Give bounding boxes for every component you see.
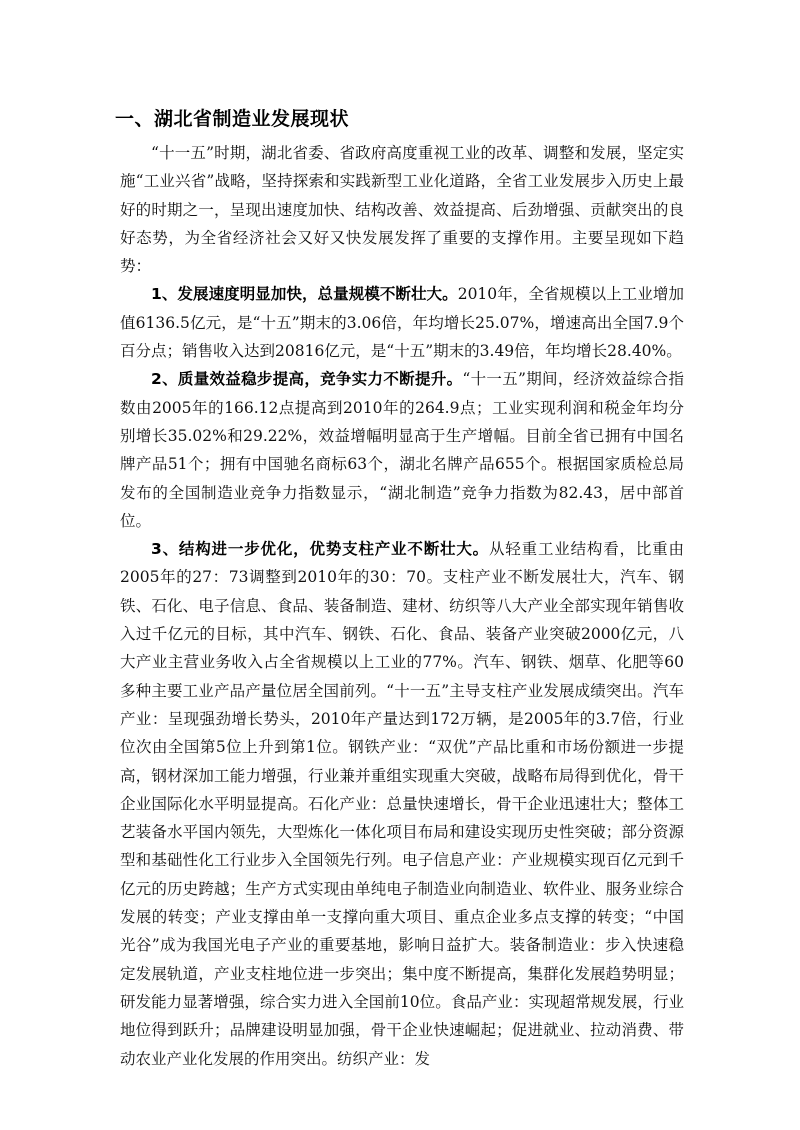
- paragraph-lead: 2、质量效益稳步提高，竞争实力不断提升。: [151, 370, 463, 389]
- paragraph-lead: 3、结构进一步优化，优势支柱产业不断壮大。: [151, 540, 489, 559]
- paragraph-lead: 1、发展速度明显加快，总量规模不断壮大。: [151, 285, 458, 304]
- document-body: [120, 139, 684, 1073]
- paragraph-intro: [120, 139, 684, 280]
- paragraph-text: “十一五”时期，湖北省委、省政府高度重视工业的改革、调整和发展，坚定实施“工业兴省”战略，坚持探索和实践新型工业化道路，全省工业发展步入历史上最好的时期之一，呈现出速度加快、结构改善、效益提高、后劲增强、贡献突出的良好态势，为全省经济社会又好又快发展发挥了重要的支撑作用。主要呈现如下趋势：: [120, 144, 684, 276]
- paragraph-text: 2010年，全省规模以上工业增加值6136.5亿元，是“十五”期末的3.06倍，年均增长25.07%，增速高出全国7.9个百分点；销售收入达到20816亿元，是“十五”期末的3.49倍，年均增长28.40%。: [120, 285, 684, 361]
- paragraph-text: 从轻重工业结构看，比重由2005年的27：73调整到2010年的30：70。支柱产业不断发展壮大，汽车、钢铁、石化、电子信息、食品、装备制造、建材、纺织等八大产业全部实现年销售收入过千亿元的目标，其中汽车、钢铁、石化、食品、装备产业突破2000亿元，八大产业主营业务收入占全省规模以上工业的77%。汽车、钢铁、烟草、化肥等60多种主要工业产品产量位居全国前列。“十一五”主导支柱产业发展成绩突出。汽车产业：呈现强劲增长势头，2010年产量达到172万辆，是2005年的3.7倍，行业位次由全国第5位上升到第1位。钢铁产业：“双优”产品比重和市场份额进一步提高，钢材深加工能力增强，行业兼并重组实现重大突破，战略布局得到优化，骨干企业国际化水平明显提高。石化产业：总量快速增长，骨干企业迅速壮大；整体工艺装备水平国内领先，大型炼化一体化项目布局和建设实现历史性突破；部分资源型和基础性化工行业步入全国领先行列。电子信息产业：产业规模实现百亿元到千亿元的历史跨越；生产方式实现由单纯电子制造业向制造业、软件业、服务业综合发展的转变；产业支撑由单一支撑向重大项目、重点企业多点支撑的转变；“中国光谷”成为我国光电子产业的重要基地，影响日益扩大。装备制造业：步入快速稳定发展轨道，产业支柱地位进一步突出；集中度不断提高，集群化发展趋势明显；研发能力显著增强，综合实力进入全国前10位。食品产业：实现超常规发展，行业地位得到跃升；品牌建设明显加强，骨干企业快速崛起；促进就业、拉动消费、带动农业产业化发展的作用突出。纺织产业：发: [120, 540, 684, 1068]
- paragraph-text: “十一五”期间，经济效益综合指数由2005年的166.12点提高到2010年的264.9点；工业实现利润和税金年均分别增长35.02%和29.22%，效益增幅明显高于生产增幅。目前全省已拥有中国名牌产品51个；拥有中国驰名商标63个，湖北名牌产品655个。根据国家质检总局发布的全国制造业竞争力指数显示，“湖北制造”竞争力指数为82.43，居中部首位。: [120, 370, 684, 530]
- paragraph-structure-optimization: [120, 535, 684, 1073]
- section-heading: 一、湖北省制造业发展现状: [115, 108, 350, 130]
- paragraph-growth-speed: [120, 280, 684, 365]
- paragraph-quality-efficiency: [120, 365, 684, 535]
